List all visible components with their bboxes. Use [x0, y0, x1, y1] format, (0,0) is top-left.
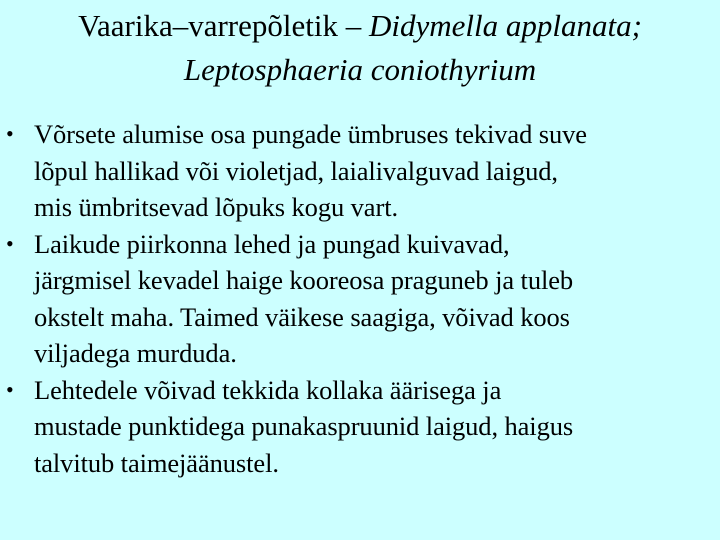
bullet-line: Lehtedele võivad tekkida kollaka äärisega ja: [34, 374, 502, 405]
title-latin-name-1: Didymella applanata;: [369, 8, 642, 43]
bullet-line: mis ümbritsevad lõpuks kogu vart.: [34, 192, 398, 222]
bullet-line: Laikude piirkonna lehed ja pungad kuivavad,: [34, 228, 510, 259]
bullet-line: järgmisel kevadel haige kooreosa praguneb ja tuleb: [34, 265, 574, 295]
bullet-icon: •: [6, 376, 14, 402]
bullet-item: [0, 226, 720, 372]
bullet-line: talvitub taimejäänustel.: [34, 447, 279, 478]
bullet-icon: •: [6, 121, 14, 146]
slide-title: [0, 4, 720, 92]
bullet-item: [0, 372, 720, 482]
bullet-line: lõpul hallikad või violetjad, laialivalguvad laigud,: [34, 155, 558, 186]
bullet-line: okstelt maha. Taimed väikese saagiga, võivad koos: [34, 301, 570, 332]
title-latin-name-2: Leptosphaeria coniothyrium: [183, 52, 537, 87]
bullet-line: mustade punktidega punakaspruunid laigud, haigus: [34, 411, 574, 441]
bullet-icon: •: [6, 230, 14, 256]
bullet-line: Võrsete alumise osa pungade ümbruses tekivad suve: [34, 119, 587, 149]
title-common-name: Vaarika–varrepõletik –: [78, 8, 369, 43]
bullet-line: viljadega murduda.: [34, 338, 237, 368]
title-line-1: [0, 4, 720, 48]
bullet-list: [0, 116, 720, 481]
bullet-item: [0, 116, 720, 226]
title-line-2: [0, 48, 720, 92]
